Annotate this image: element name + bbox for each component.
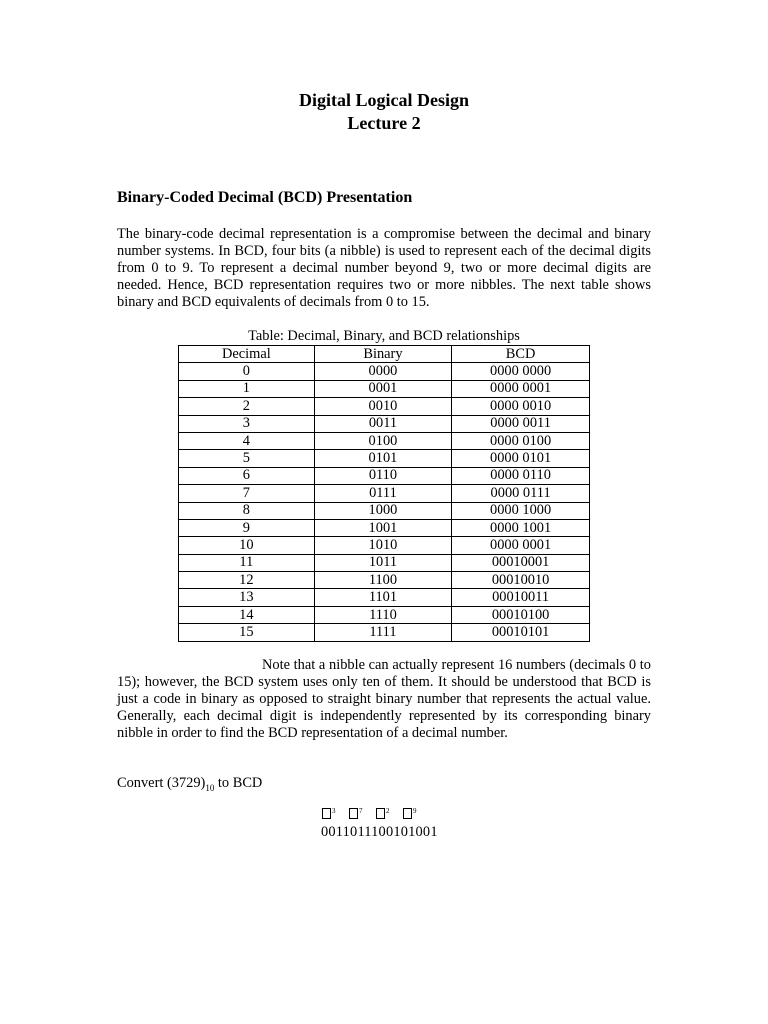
missing-glyph-icon: 3 xyxy=(322,808,335,820)
cell-binary: 1100 xyxy=(314,572,452,589)
column-header-binary: Binary xyxy=(314,346,452,363)
cell-decimal: 12 xyxy=(179,572,315,589)
column-header-bcd: BCD xyxy=(452,346,590,363)
cell-bcd: 0000 0011 xyxy=(452,415,590,432)
intro-paragraph: The binary-code decimal representation is a compromise between the decimal and binary number systems. In BCD, four bits (a nibble) is used to represent each of the decimal digits from 0 to 9. To represent a decimal number beyond 9, two or more decimal digits are needed. Hence, BCD representation requires two or more nibbles. The next table shows binary and BCD equivalents of decimals from 0 to 15. xyxy=(117,226,651,311)
table-row xyxy=(179,502,590,519)
cell-binary: 1001 xyxy=(314,519,452,536)
bcd-table xyxy=(178,345,590,642)
table-row xyxy=(179,450,590,467)
table-row xyxy=(179,415,590,432)
missing-glyph-icon: 9 xyxy=(403,808,416,820)
cell-bcd: 0000 1001 xyxy=(452,519,590,536)
cell-bcd: 00010100 xyxy=(452,606,590,623)
cell-bcd: 0000 0100 xyxy=(452,432,590,449)
section-heading: Binary-Coded Decimal (BCD) Presentation xyxy=(117,189,413,206)
convert-base-subscript: 10 xyxy=(205,782,215,793)
cell-binary: 0001 xyxy=(314,380,452,397)
cell-decimal: 6 xyxy=(179,467,315,484)
missing-glyph-icon: 2 xyxy=(376,808,389,820)
cell-binary: 0101 xyxy=(314,450,452,467)
cell-bcd: 0000 0010 xyxy=(452,398,590,415)
table-row xyxy=(179,380,590,397)
cell-binary: 0111 xyxy=(314,485,452,502)
cell-binary: 1011 xyxy=(314,554,452,571)
cell-binary: 0011 xyxy=(314,415,452,432)
table-body xyxy=(179,363,590,641)
cell-decimal: 15 xyxy=(179,624,315,641)
convert-example xyxy=(117,775,262,793)
cell-bcd: 00010010 xyxy=(452,572,590,589)
table-row xyxy=(179,467,590,484)
cell-bcd: 0000 0001 xyxy=(452,380,590,397)
cell-bcd: 0000 0101 xyxy=(452,450,590,467)
cell-decimal: 8 xyxy=(179,502,315,519)
note-paragraph: Note that a nibble can actually represent 16 numbers (decimals 0 to 15); however, the BCD system uses only ten of them. It should be understood that BCD is just a code in binary as opposed to straight binary number that represents the actual value. Generally, each decimal digit is independently represented by its corresponding binary nibble in order to find the BCD representation of a decimal number. xyxy=(117,657,651,742)
document-title: Digital Logical Design xyxy=(299,90,469,110)
table-row xyxy=(179,554,590,571)
cell-binary: 1111 xyxy=(314,624,452,641)
convert-suffix: to BCD xyxy=(214,775,263,791)
cell-decimal: 0 xyxy=(179,363,315,380)
cell-bcd: 00010101 xyxy=(452,624,590,641)
convert-prefix: Convert (3729) xyxy=(117,775,206,791)
cell-decimal: 1 xyxy=(179,380,315,397)
cell-decimal: 7 xyxy=(179,485,315,502)
cell-decimal: 5 xyxy=(179,450,315,467)
cell-decimal: 14 xyxy=(179,606,315,623)
table-row xyxy=(179,519,590,536)
cell-bcd: 0000 0001 xyxy=(452,537,590,554)
table-row xyxy=(179,572,590,589)
table-row xyxy=(179,398,590,415)
table-row xyxy=(179,537,590,554)
column-header-decimal: Decimal xyxy=(179,346,315,363)
table-header-row xyxy=(179,346,590,363)
cell-bcd: 0000 1000 xyxy=(452,502,590,519)
cell-decimal: 13 xyxy=(179,589,315,606)
cell-binary: 0010 xyxy=(314,398,452,415)
table-row xyxy=(179,432,590,449)
cell-binary: 1110 xyxy=(314,606,452,623)
cell-binary: 0100 xyxy=(314,432,452,449)
table-row xyxy=(179,363,590,380)
table-caption: Table: Decimal, Binary, and BCD relationships xyxy=(248,328,520,344)
table-row xyxy=(179,485,590,502)
cell-decimal: 11 xyxy=(179,554,315,571)
cell-decimal: 9 xyxy=(179,519,315,536)
digit-glyph-row xyxy=(322,808,452,820)
bcd-bit-string: 0011011100101001 xyxy=(321,824,438,840)
cell-bcd: 0000 0000 xyxy=(452,363,590,380)
cell-decimal: 3 xyxy=(179,415,315,432)
cell-bcd: 0000 0111 xyxy=(452,485,590,502)
cell-decimal: 4 xyxy=(179,432,315,449)
table-row xyxy=(179,589,590,606)
cell-bcd: 00010001 xyxy=(452,554,590,571)
table-row xyxy=(179,606,590,623)
cell-binary: 1101 xyxy=(314,589,452,606)
table-row xyxy=(179,624,590,641)
cell-binary: 1000 xyxy=(314,502,452,519)
missing-glyph-icon: 7 xyxy=(349,808,362,820)
cell-binary: 1010 xyxy=(314,537,452,554)
cell-decimal: 10 xyxy=(179,537,315,554)
cell-bcd: 00010011 xyxy=(452,589,590,606)
cell-binary: 0000 xyxy=(314,363,452,380)
cell-bcd: 0000 0110 xyxy=(452,467,590,484)
cell-binary: 0110 xyxy=(314,467,452,484)
lecture-number: Lecture 2 xyxy=(347,113,421,133)
cell-decimal: 2 xyxy=(179,398,315,415)
